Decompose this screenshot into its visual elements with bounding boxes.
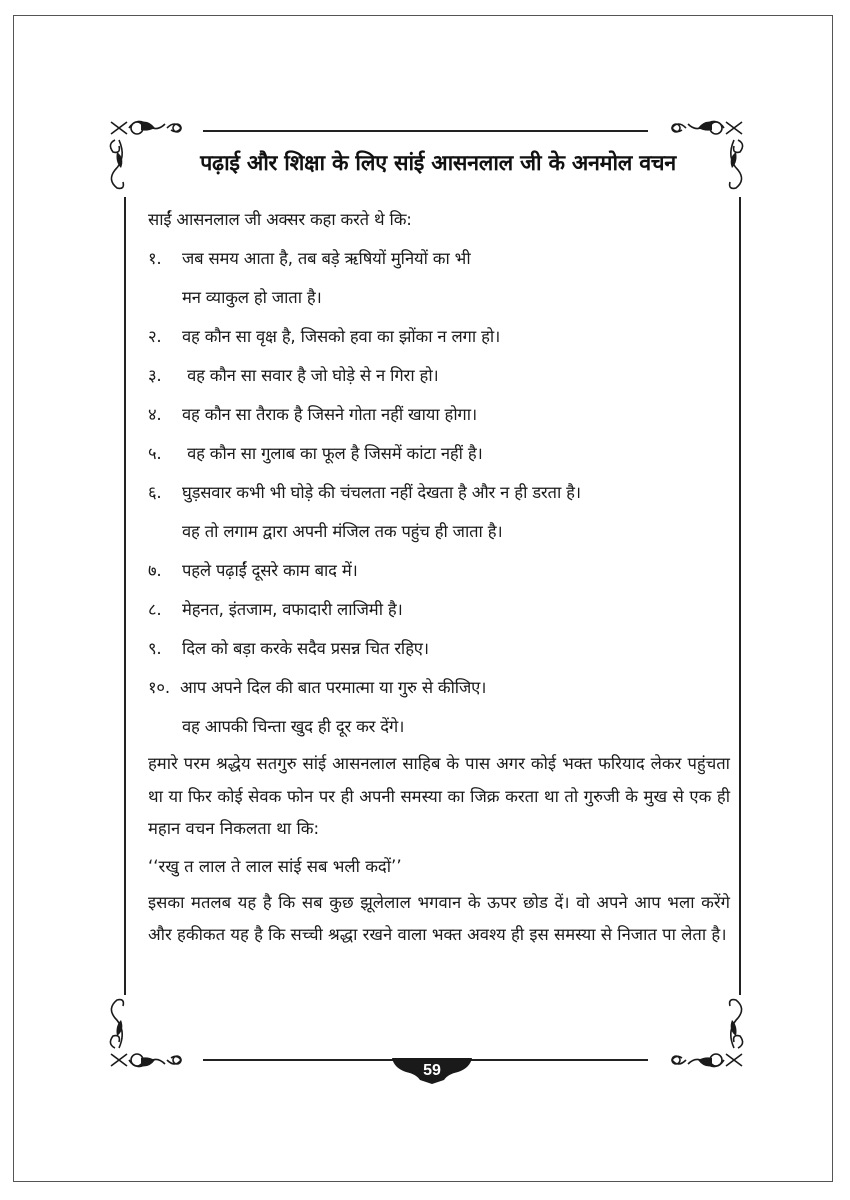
- saying-text: पहले पढ़ाईं दूसरे काम बाद में।: [182, 561, 358, 580]
- saying-8: [148, 590, 730, 629]
- saying-number: २.: [148, 327, 162, 346]
- intro-text: साईं आसनलाल जी अक्सर कहा करते थे कि:: [148, 210, 412, 229]
- saying-10-continuation: वह आपकी चिन्ता खुद ही दूर कर देंगे।: [182, 717, 405, 736]
- bottom-right-ornament-icon: [648, 990, 748, 1070]
- saying-5: [148, 434, 730, 473]
- paragraph-guru-words: हमारे परम श्रद्धेय सतगुरु सांई आसनलाल साहिब के पास अगर कोई भक्त फरियाद लेकर पहुंचता था या फिर कोई सेवक फोन पर ही अपनी समस्या का जिक्र करता था तो गुरुजी के मुख से एक ही महान वचन निकलता था कि:: [148, 754, 730, 838]
- saying-3: [148, 356, 730, 395]
- saying-number: ७.: [148, 561, 162, 580]
- saying-9: [148, 629, 730, 668]
- saying-text: जब समय आता है, तब बड़े ऋषियों मुनियों का भी: [182, 249, 471, 268]
- saying-10: [148, 668, 730, 707]
- saying-number: १.: [148, 249, 162, 268]
- saying-number: ५.: [148, 444, 162, 463]
- saying-number: ३.: [148, 366, 162, 385]
- page-content: [148, 200, 730, 968]
- saying-1: [148, 239, 730, 278]
- saying-text: वह कौन सा वृक्ष है, जिसको हवा का झोंका न लगा हो।: [182, 327, 501, 346]
- saying-text: आप अपने दिल की बात परमात्मा या गुरु से कीजिए।: [180, 678, 487, 697]
- saying-4: [148, 395, 730, 434]
- saying-6-continuation: वह तो लगाम द्वारा अपनी मंजिल तक पहुंच ही जाता है।: [182, 522, 503, 541]
- saying-text: वह कौन सा गुलाब का फूल है जिसमें कांटा नहीं है।: [182, 444, 483, 463]
- bottom-left-ornament-icon: [105, 990, 205, 1070]
- page-number: 59: [423, 1062, 441, 1079]
- saying-7: [148, 551, 730, 590]
- saying-1-continuation: मन व्याकुल हो जाता है।: [182, 288, 322, 307]
- saying-number: ४.: [148, 405, 162, 424]
- saying-6: [148, 473, 730, 512]
- saying-number: ८.: [148, 600, 162, 619]
- quote-text: ‘‘रखु त लाल ते लाल सांई सब भली कदों’’: [148, 856, 402, 876]
- saying-text: घुड़सवार कभी भी घोड़े की चंचलता नहीं देखता है और न ही डरता है।: [182, 483, 581, 502]
- saying-number: १०.: [148, 678, 170, 697]
- saying-text: वह कौन सा सवार है जो घोड़े से न गिरा हो।: [182, 366, 439, 385]
- saying-number: ६.: [148, 483, 162, 502]
- left-rule: [124, 197, 126, 995]
- saying-text: दिल को बड़ा करके सदैव प्रसन्न चित रहिए।: [182, 639, 429, 658]
- saying-text: वह कौन सा तैराक है जिसने गोता नहीं खाया होगा।: [182, 405, 477, 424]
- saying-text: मेहनत, इंतजाम, वफादारी लाजिमी है।: [182, 600, 403, 619]
- page-title: पढ़ाई और शिक्षा के लिए सांई आसनलाल जी के अनमोल वचन: [200, 151, 676, 176]
- right-rule: [739, 197, 741, 995]
- paragraph-meaning: इसका मतलब यह है कि सब कुछ झूलेलाल भगवान के ऊपर छोड दें। वो अपने आप भला करेंगे और हकीकत यह है कि सच्ची श्रद्धा रखने वाला भक्त अवश्य ही इस समस्या से निजात पा लेता है।: [148, 892, 730, 944]
- saying-number: ९.: [148, 639, 162, 658]
- saying-2: [148, 317, 730, 356]
- top-rule: [203, 130, 648, 132]
